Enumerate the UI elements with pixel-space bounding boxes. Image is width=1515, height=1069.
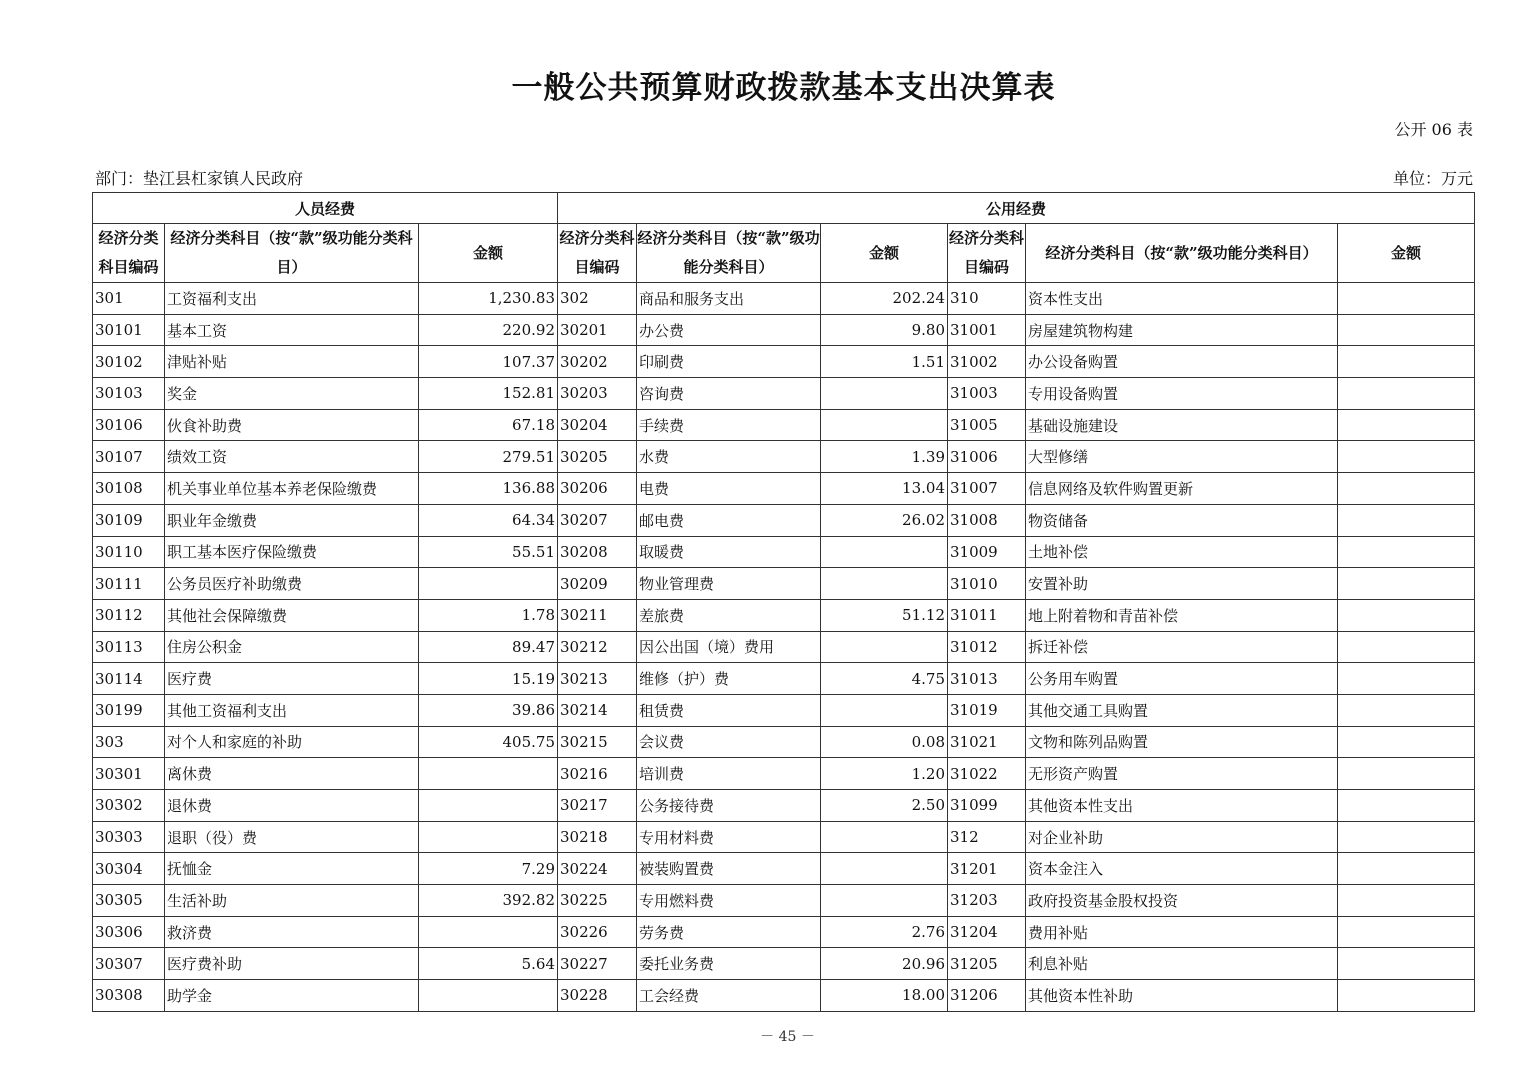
amount-cell: 5.64: [419, 948, 558, 980]
page-number: － 45 －: [760, 1029, 815, 1045]
amount-cell: 152.81: [419, 378, 558, 410]
name-cell: 手续费: [637, 409, 821, 441]
name-cell: 专用设备购置: [1026, 378, 1338, 410]
code-cell: 30303: [93, 821, 165, 853]
code-cell: 312: [948, 821, 1026, 853]
name-cell: 商品和服务支出: [637, 283, 821, 315]
table-row: [93, 694, 1475, 726]
code-cell: 31005: [948, 409, 1026, 441]
amount-cell: 7.29: [419, 853, 558, 885]
code-cell: 30199: [93, 694, 165, 726]
name-cell: 机关事业单位基本养老保险缴费: [165, 473, 419, 505]
name-cell: 无形资产购置: [1026, 758, 1338, 790]
table-row: [93, 853, 1475, 885]
form-number: 公开 06 表: [1394, 120, 1473, 139]
name-cell: 大型修缮: [1026, 441, 1338, 473]
name-cell: 工资福利支出: [165, 283, 419, 315]
table-row: [93, 378, 1475, 410]
table-row: [93, 980, 1475, 1012]
table-row: [93, 314, 1475, 346]
name-cell: 对个人和家庭的补助: [165, 726, 419, 758]
code-cell: 31204: [948, 916, 1026, 948]
name-cell: 办公费: [637, 314, 821, 346]
amount-cell: [1338, 790, 1475, 822]
amount-cell: 1.39: [821, 441, 948, 473]
amount-cell: [1338, 726, 1475, 758]
amount-cell: [1338, 885, 1475, 917]
code-cell: 31001: [948, 314, 1026, 346]
amount-cell: 136.88: [419, 473, 558, 505]
amount-cell: 55.51: [419, 536, 558, 568]
amount-cell: 1,230.83: [419, 283, 558, 315]
code-cell: 30218: [558, 821, 637, 853]
header-amount: 金额: [1338, 224, 1475, 283]
page-title: 一般公共预算财政拨款基本支出决算表: [511, 70, 1056, 106]
table-row: [93, 536, 1475, 568]
amount-cell: 18.00: [821, 980, 948, 1012]
amount-cell: 13.04: [821, 473, 948, 505]
name-cell: 其他资本性支出: [1026, 790, 1338, 822]
name-cell: 安置补助: [1026, 568, 1338, 600]
name-cell: 职工基本医疗保险缴费: [165, 536, 419, 568]
name-cell: 物资储备: [1026, 504, 1338, 536]
code-cell: 30107: [93, 441, 165, 473]
amount-cell: 2.50: [821, 790, 948, 822]
table-row: [93, 599, 1475, 631]
amount-cell: [1338, 948, 1475, 980]
name-cell: 公务员医疗补助缴费: [165, 568, 419, 600]
code-cell: 30103: [93, 378, 165, 410]
table-row: [93, 568, 1475, 600]
name-cell: 取暖费: [637, 536, 821, 568]
code-cell: 30204: [558, 409, 637, 441]
name-cell: 伙食补助费: [165, 409, 419, 441]
name-cell: 基本工资: [165, 314, 419, 346]
amount-cell: 89.47: [419, 631, 558, 663]
name-cell: 劳务费: [637, 916, 821, 948]
name-cell: 会议费: [637, 726, 821, 758]
unit-label: 单位：万元: [1392, 169, 1473, 188]
amount-cell: [1338, 346, 1475, 378]
amount-cell: 279.51: [419, 441, 558, 473]
name-cell: 电费: [637, 473, 821, 505]
code-cell: 30201: [558, 314, 637, 346]
amount-cell: 64.34: [419, 504, 558, 536]
name-cell: 公务用车购置: [1026, 663, 1338, 695]
table-row: [93, 504, 1475, 536]
table-row: [93, 790, 1475, 822]
code-cell: 31022: [948, 758, 1026, 790]
name-cell: 信息网络及软件购置更新: [1026, 473, 1338, 505]
amount-cell: 392.82: [419, 885, 558, 917]
code-cell: 30109: [93, 504, 165, 536]
name-cell: 住房公积金: [165, 631, 419, 663]
amount-cell: [1338, 980, 1475, 1012]
amount-cell: 1.78: [419, 599, 558, 631]
code-cell: 31019: [948, 694, 1026, 726]
code-cell: 31203: [948, 885, 1026, 917]
code-cell: 31013: [948, 663, 1026, 695]
header-name: 经济分类科目（按“款”级功能分类科目）: [637, 224, 821, 283]
code-cell: 30203: [558, 378, 637, 410]
name-cell: 其他工资福利支出: [165, 694, 419, 726]
name-cell: 资本金注入: [1026, 853, 1338, 885]
amount-cell: 9.80: [821, 314, 948, 346]
amount-cell: [1338, 536, 1475, 568]
name-cell: 抚恤金: [165, 853, 419, 885]
name-cell: 医疗费: [165, 663, 419, 695]
code-cell: 30208: [558, 536, 637, 568]
code-cell: 30213: [558, 663, 637, 695]
code-cell: 31099: [948, 790, 1026, 822]
amount-cell: [419, 758, 558, 790]
code-cell: 30207: [558, 504, 637, 536]
name-cell: 文物和陈列品购置: [1026, 726, 1338, 758]
amount-cell: [1338, 853, 1475, 885]
name-cell: 津贴补贴: [165, 346, 419, 378]
amount-cell: [419, 568, 558, 600]
code-cell: 31012: [948, 631, 1026, 663]
name-cell: 资本性支出: [1026, 283, 1338, 315]
code-cell: 30225: [558, 885, 637, 917]
name-cell: 退职（役）费: [165, 821, 419, 853]
code-cell: 30212: [558, 631, 637, 663]
name-cell: 基础设施建设: [1026, 409, 1338, 441]
code-cell: 30226: [558, 916, 637, 948]
name-cell: 地上附着物和青苗补偿: [1026, 599, 1338, 631]
amount-cell: [1338, 916, 1475, 948]
amount-cell: 51.12: [821, 599, 948, 631]
header-code: 经济分类科目编码: [93, 224, 165, 283]
code-cell: 301: [93, 283, 165, 315]
amount-cell: [821, 536, 948, 568]
amount-cell: [419, 821, 558, 853]
amount-cell: 405.75: [419, 726, 558, 758]
amount-cell: [1338, 758, 1475, 790]
amount-cell: [1338, 599, 1475, 631]
code-cell: 30224: [558, 853, 637, 885]
code-cell: 303: [93, 726, 165, 758]
name-cell: 绩效工资: [165, 441, 419, 473]
name-cell: 因公出国（境）费用: [637, 631, 821, 663]
code-cell: 30111: [93, 568, 165, 600]
name-cell: 救济费: [165, 916, 419, 948]
name-cell: 土地补偿: [1026, 536, 1338, 568]
code-cell: 30202: [558, 346, 637, 378]
code-cell: 31007: [948, 473, 1026, 505]
code-cell: 30114: [93, 663, 165, 695]
amount-cell: [419, 980, 558, 1012]
code-cell: 30110: [93, 536, 165, 568]
name-cell: 职业年金缴费: [165, 504, 419, 536]
amount-cell: [1338, 441, 1475, 473]
code-cell: 31002: [948, 346, 1026, 378]
code-cell: 30206: [558, 473, 637, 505]
code-cell: 30305: [93, 885, 165, 917]
amount-cell: [1338, 504, 1475, 536]
code-cell: 30307: [93, 948, 165, 980]
amount-cell: [1338, 314, 1475, 346]
name-cell: 委托业务费: [637, 948, 821, 980]
name-cell: 专用燃料费: [637, 885, 821, 917]
code-cell: 310: [948, 283, 1026, 315]
name-cell: 助学金: [165, 980, 419, 1012]
name-cell: 政府投资基金股权投资: [1026, 885, 1338, 917]
name-cell: 邮电费: [637, 504, 821, 536]
code-cell: 30217: [558, 790, 637, 822]
amount-cell: 15.19: [419, 663, 558, 695]
amount-cell: 20.96: [821, 948, 948, 980]
code-cell: 30301: [93, 758, 165, 790]
name-cell: 奖金: [165, 378, 419, 410]
name-cell: 房屋建筑物构建: [1026, 314, 1338, 346]
code-cell: 30302: [93, 790, 165, 822]
header-amount: 金额: [419, 224, 558, 283]
code-cell: 30101: [93, 314, 165, 346]
amount-cell: 67.18: [419, 409, 558, 441]
code-cell: 30306: [93, 916, 165, 948]
name-cell: 租赁费: [637, 694, 821, 726]
name-cell: 其他交通工具购置: [1026, 694, 1338, 726]
name-cell: 其他社会保障缴费: [165, 599, 419, 631]
name-cell: 办公设备购置: [1026, 346, 1338, 378]
code-cell: 31201: [948, 853, 1026, 885]
code-cell: 31206: [948, 980, 1026, 1012]
name-cell: 利息补贴: [1026, 948, 1338, 980]
amount-cell: [419, 916, 558, 948]
code-cell: 30211: [558, 599, 637, 631]
name-cell: 离休费: [165, 758, 419, 790]
table-row: [93, 409, 1475, 441]
name-cell: 咨询费: [637, 378, 821, 410]
code-cell: 31009: [948, 536, 1026, 568]
table-row: [93, 821, 1475, 853]
amount-cell: [821, 568, 948, 600]
amount-cell: 39.86: [419, 694, 558, 726]
amount-cell: [821, 885, 948, 917]
code-cell: 30304: [93, 853, 165, 885]
code-cell: 30215: [558, 726, 637, 758]
header-code: 经济分类科目编码: [558, 224, 637, 283]
department-label: 部门：垫江县杠家镇人民政府: [95, 169, 304, 188]
amount-cell: [1338, 378, 1475, 410]
name-cell: 公务接待费: [637, 790, 821, 822]
code-cell: 30228: [558, 980, 637, 1012]
name-cell: 培训费: [637, 758, 821, 790]
amount-cell: [1338, 821, 1475, 853]
amount-cell: [1338, 568, 1475, 600]
amount-cell: [1338, 631, 1475, 663]
header-amount: 金额: [821, 224, 948, 283]
table-row: [93, 726, 1475, 758]
name-cell: 生活补助: [165, 885, 419, 917]
amount-cell: 1.20: [821, 758, 948, 790]
code-cell: 30227: [558, 948, 637, 980]
table-row: [93, 283, 1475, 315]
amount-cell: 220.92: [419, 314, 558, 346]
table-row: [93, 758, 1475, 790]
amount-cell: 26.02: [821, 504, 948, 536]
name-cell: 拆迁补偿: [1026, 631, 1338, 663]
budget-table: [92, 192, 1475, 1012]
header-code: 经济分类科目编码: [948, 224, 1026, 283]
name-cell: 水费: [637, 441, 821, 473]
name-cell: 工会经费: [637, 980, 821, 1012]
table-row: [93, 885, 1475, 917]
amount-cell: [1338, 473, 1475, 505]
amount-cell: [821, 409, 948, 441]
code-cell: 31006: [948, 441, 1026, 473]
code-cell: 30106: [93, 409, 165, 441]
name-cell: 印刷费: [637, 346, 821, 378]
name-cell: 其他资本性补助: [1026, 980, 1338, 1012]
code-cell: 30214: [558, 694, 637, 726]
group-public: 公用经费: [558, 193, 1475, 224]
amount-cell: [1338, 409, 1475, 441]
table-row: [93, 663, 1475, 695]
code-cell: 31021: [948, 726, 1026, 758]
table-row: [93, 473, 1475, 505]
amount-cell: [1338, 663, 1475, 695]
code-cell: 30113: [93, 631, 165, 663]
name-cell: 费用补贴: [1026, 916, 1338, 948]
code-cell: 302: [558, 283, 637, 315]
name-cell: 对企业补助: [1026, 821, 1338, 853]
code-cell: 30112: [93, 599, 165, 631]
name-cell: 医疗费补助: [165, 948, 419, 980]
code-cell: 30102: [93, 346, 165, 378]
amount-cell: [1338, 283, 1475, 315]
table-row: [93, 441, 1475, 473]
header-name: 经济分类科目（按“款”级功能分类科目）: [165, 224, 419, 283]
name-cell: 专用材料费: [637, 821, 821, 853]
amount-cell: [821, 694, 948, 726]
amount-cell: [821, 631, 948, 663]
amount-cell: [821, 378, 948, 410]
table-row: [93, 346, 1475, 378]
name-cell: 物业管理费: [637, 568, 821, 600]
code-cell: 30209: [558, 568, 637, 600]
amount-cell: 107.37: [419, 346, 558, 378]
table-row: [93, 631, 1475, 663]
amount-cell: 4.75: [821, 663, 948, 695]
header-name: 经济分类科目（按“款”级功能分类科目）: [1026, 224, 1338, 283]
code-cell: 30205: [558, 441, 637, 473]
table-row: [93, 948, 1475, 980]
amount-cell: 202.24: [821, 283, 948, 315]
amount-cell: [1338, 694, 1475, 726]
amount-cell: 1.51: [821, 346, 948, 378]
name-cell: 维修（护）费: [637, 663, 821, 695]
name-cell: 被装购置费: [637, 853, 821, 885]
code-cell: 31003: [948, 378, 1026, 410]
code-cell: 31011: [948, 599, 1026, 631]
amount-cell: [821, 821, 948, 853]
amount-cell: [821, 853, 948, 885]
amount-cell: [419, 790, 558, 822]
group-personnel: 人员经费: [93, 193, 558, 224]
amount-cell: 2.76: [821, 916, 948, 948]
name-cell: 退休费: [165, 790, 419, 822]
code-cell: 31010: [948, 568, 1026, 600]
code-cell: 30108: [93, 473, 165, 505]
code-cell: 31008: [948, 504, 1026, 536]
code-cell: 30216: [558, 758, 637, 790]
amount-cell: 0.08: [821, 726, 948, 758]
code-cell: 30308: [93, 980, 165, 1012]
name-cell: 差旅费: [637, 599, 821, 631]
table-row: [93, 916, 1475, 948]
code-cell: 31205: [948, 948, 1026, 980]
